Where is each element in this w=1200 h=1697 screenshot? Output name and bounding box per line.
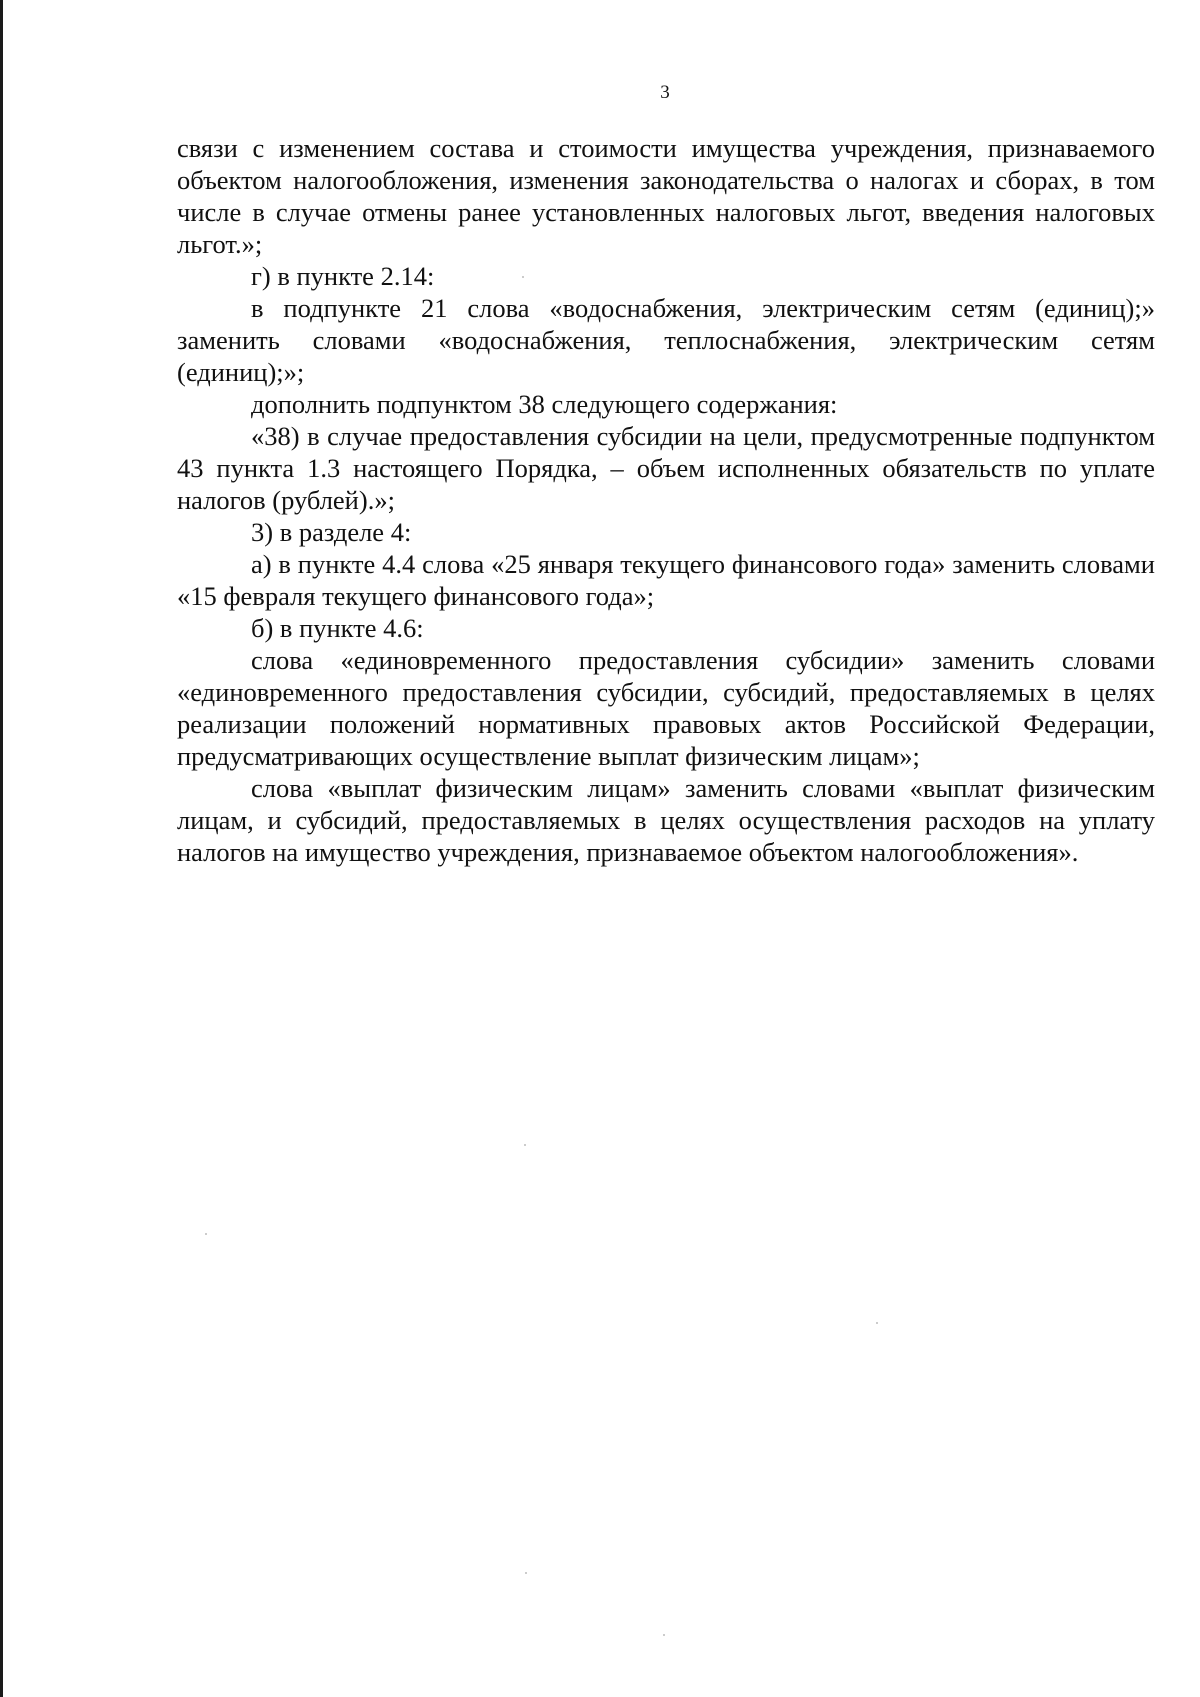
scan-edge [0,0,3,1697]
paragraph-9: слова «единовременного предоставления субсидии» заменить словами «единовременного предоставления субсидии, субсидий, предоставляемых в целях реализации положений нормативных правовых актов Российской Федерации, предусматривающих осуществление выплат физическим лицам»; [177,645,1155,771]
scan-speck [663,1634,665,1636]
paragraph-7: а) в пункте 4.4 слова «25 января текущего финансового года» заменить словами «15 февраля текущего финансового года»; [177,549,1155,611]
paragraph-6: 3) в разделе 4: [251,517,412,547]
scan-speck [522,276,524,278]
scan-speck [205,1233,207,1235]
paragraph-5: «38) в случае предоставления субсидии на цели, предусмотренные подпунктом 43 пункта 1.3 настоящего Порядка, – объем исполненных обязательств по уплате налогов (рублей).»; [177,421,1155,515]
paragraph-8: б) в пункте 4.6: [251,613,424,643]
scan-speck [525,1572,527,1574]
paragraph-10: слова «выплат физическим лицам» заменить словами «выплат физическим лицам, и субсидий, предоставляемых в целях осуществления расходов на уплату налогов на имущество учреждения, признаваемое объектом налогообложения». [177,773,1155,867]
paragraph-3: в подпункте 21 слова «водоснабжения, электрическим сетям (единиц);» заменить словами «водоснабжения, теплоснабжения, электрическим сетям (единиц);»; [177,293,1155,387]
paragraph-1: связи с изменением состава и стоимости имущества учреждения, признаваемого объектом налогообложения, изменения законодательства о налогах и сборах, в том числе в случае отмены ранее установленных налоговых льгот, введения налоговых льгот.»; [177,133,1155,259]
scan-speck [524,1144,526,1146]
paragraph-2: г) в пункте 2.14: [251,261,435,291]
paragraph-4: дополнить подпунктом 38 следующего содержания: [251,389,838,419]
page-number: 3 [660,82,670,103]
document-body [177,132,1155,868]
scan-speck [876,1322,878,1324]
